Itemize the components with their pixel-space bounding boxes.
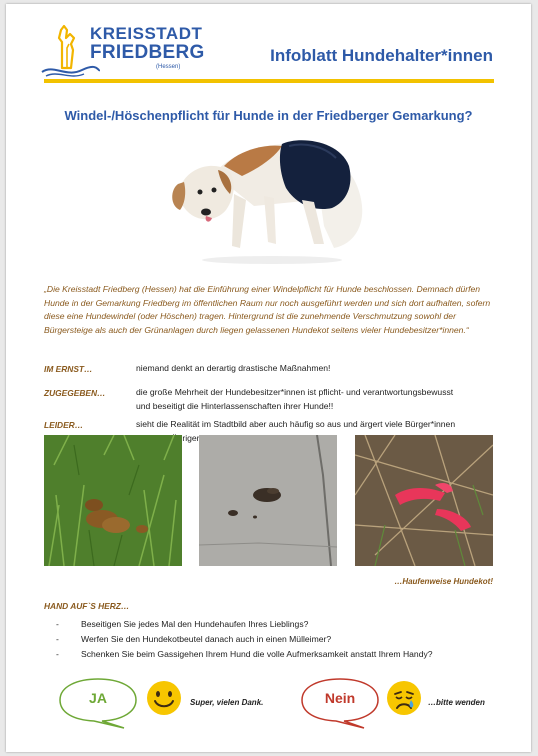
header-divider (44, 79, 494, 83)
dog-poop-photo-pavement (199, 435, 337, 566)
no-label: Nein (324, 690, 356, 706)
statement-3-line-2: Übrigen (171, 433, 202, 443)
question-1: Beseitigen Sie jedes Mal den Hundehaufen Ihres Lieblings? (81, 619, 309, 629)
no-note: …bitte wenden (428, 698, 485, 707)
yes-note: Super, vielen Dank. (190, 698, 264, 707)
photo-caption: …Haufenweise Hundekot! (394, 577, 493, 586)
smiling-face-icon (146, 680, 182, 716)
list-item: - Beseitigen Sie jedes Mal den Hundehaufen Ihres Lieblings? (56, 619, 309, 629)
statement-text-2 (136, 385, 496, 413)
main-title: Windel-/Höschenpflicht für Hunde in der Friedberger Gemarkung? (64, 108, 473, 123)
dog-in-diaper-photo (164, 126, 374, 266)
question-2: Werfen Sie den Hundekotbeutel danach auch in einen Mülleimer? (81, 634, 332, 644)
list-item: - Schenken Sie beim Gassigehen Ihrem Hund die volle Aufmerksamkeit anstatt Ihrem Handy? (56, 649, 433, 659)
statement-text-1 (136, 361, 496, 375)
question-list (56, 617, 433, 662)
logo-line3: (Hessen) (156, 64, 181, 70)
crying-face-icon (386, 680, 422, 716)
statement-2-line-1: die große Mehrheit der Hundebesitzer*innen ist pflicht- und verantwortungsbewusst (136, 387, 454, 397)
statement-label-3: LEIDER… (44, 420, 84, 430)
page-header-title: Infoblatt Hundehalter*innen (270, 46, 493, 65)
dog-poop-bag-photo (355, 435, 493, 566)
statement-1-line-1: niemand denkt an derartig drastische Maßnahmen! (136, 363, 331, 373)
statement-label-1: IM ERNST… (44, 364, 93, 374)
statement-3-line-1: sieht die Realität im Stadtbild aber auch häufig so aus und ärgert viele Bürger*innen (136, 419, 456, 429)
logo-line1: KREISSTADT (90, 24, 203, 43)
question-3: Schenken Sie beim Gassigehen Ihrem Hund die volle Aufmerksamkeit anstatt Ihrem Handy? (81, 649, 433, 659)
intro-quote: „Die Kreisstadt Friedberg (Hessen) hat die Einführung einer Windelpflicht für Hunde beschlossen. Demnach dürfen Hunde in der Gemarkung Friedberg im öffentlichen Raum nur noch ausgeführt werden und sich dort aufhalten, sofern diese eine Hundewindel (oder Höschen) tragen. Hintergrund ist die zunehmende Verschmutzung sowohl der Bürgersteige als auch der Grünanlagen durch liegen gelassenen Hundekot seitens vieler Hundebesitzer*innen.“ (44, 284, 491, 335)
logo-line2: FRIEDBERG (90, 42, 205, 63)
hand-on-heart-heading: HAND AUF`S HERZ… (44, 601, 130, 611)
list-item: - Werfen Sie den Hundekotbeutel danach auch in einen Mülleimer? (56, 634, 332, 644)
yes-label: JA (89, 690, 107, 706)
statement-2-line-2: und beseitigt die Hinterlassenschaften ihrer Hunde!! (136, 401, 334, 411)
dog-poop-photo-grass (44, 435, 182, 566)
statement-label-2: ZUGEGEBEN… (44, 388, 106, 398)
info-sheet-page (6, 4, 531, 752)
